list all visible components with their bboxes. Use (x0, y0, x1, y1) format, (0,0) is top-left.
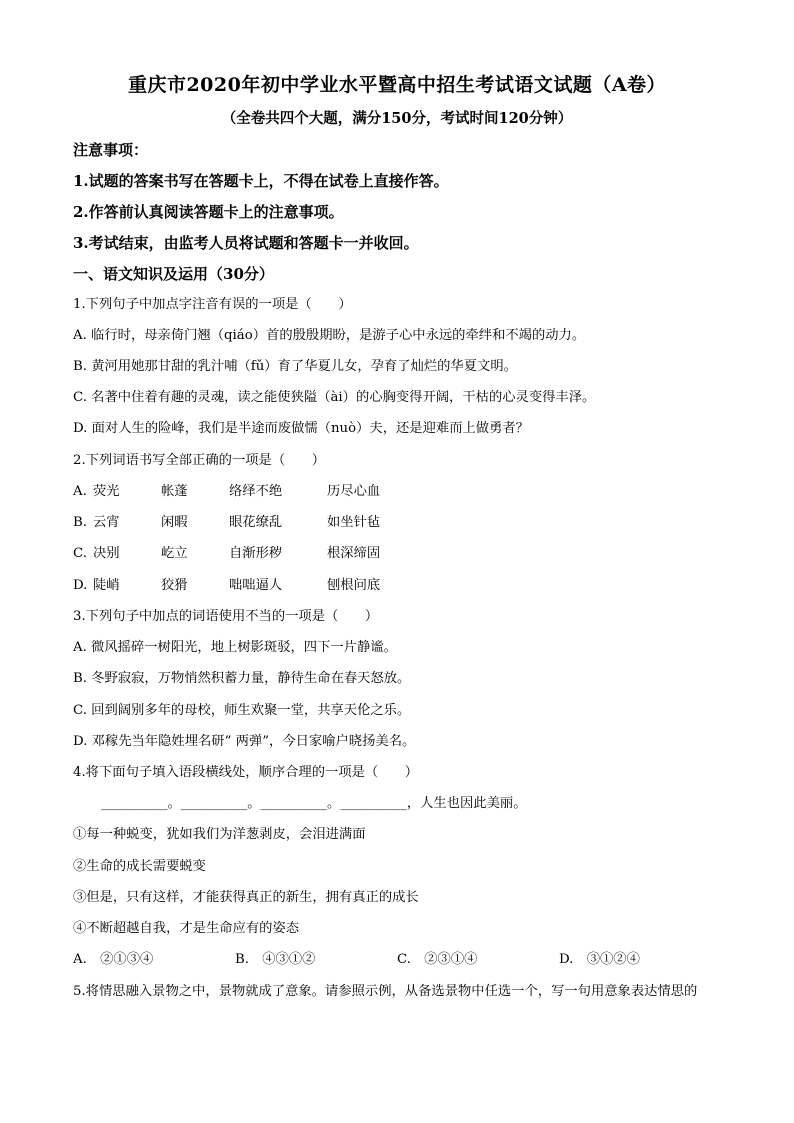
question-4-option-a: A. ②①③④ (73, 952, 154, 967)
question-4-stem: 4.将下面句子填入语段横线处，顺序合理的一项是（ ） (73, 765, 419, 780)
exam-subtitle: （全卷共四个大题，满分150分，考试时间120分钟） (221, 110, 573, 127)
option-word: 决别 (93, 546, 120, 561)
question-1-stem: 1.下列句子中加点字注音有误的一项是（ ） (73, 297, 352, 312)
question-4-sentence-2: ②生命的成长需要蜕变 (73, 859, 206, 874)
option-word: 荧光 (93, 484, 120, 499)
notice-item-1: 1.试题的答案书写在答题卡上，不得在试卷上直接作答。 (73, 172, 449, 190)
option-label: B. (73, 515, 87, 530)
question-1-option-d: D. 面对人生的险峰，我们是半途而废做懦（nuò）夫，还是迎难而上做勇者？ (73, 421, 529, 436)
option-word: 陡峭 (93, 578, 120, 593)
question-1-option-c: C. 名著中住着有趣的灵魂，读之能使狭隘（ài）的心胸变得开阔，干枯的心灵变得丰泽。 (73, 390, 596, 405)
option-label: C. (73, 546, 87, 561)
option-word: 如坐针毡 (327, 515, 381, 530)
option-word: 闲暇 (161, 515, 188, 530)
option-word: 眼花缭乱 (229, 515, 283, 530)
question-4-sentence-4: ④不断超越自我，才是生命应有的姿态 (73, 921, 300, 936)
option-word: 咄咄逼人 (229, 578, 283, 593)
option-word: 历尽心血 (327, 484, 381, 499)
section-heading: 一、语文知识及运用（30分） (73, 265, 274, 283)
question-3-option-b: B. 冬野寂寂，万物悄然积蓄力量，静待生命在春天怒放。 (73, 671, 411, 686)
question-4-sentence-1: ①每一种蜕变，犹如我们为洋葱剥皮，会泪进满面 (73, 827, 366, 842)
notice-item-2: 2.作答前认真阅读答题卡上的注意事项。 (73, 203, 344, 221)
option-word: 帐蓬 (161, 484, 188, 499)
option-word: 狡猾 (161, 578, 188, 593)
option-word: 根深缔固 (327, 546, 381, 561)
question-4-option-d: D. ③①②④ (559, 952, 640, 967)
exam-title: 重庆市2020年初中学业水平暨高中招生考试语文试题（A卷） (127, 74, 667, 96)
option-word: 自渐形秽 (229, 546, 283, 561)
question-2-option-a (73, 483, 380, 501)
question-1-option-a: A. 临行时，母亲倚门翘（qiáo）首的殷殷期盼，是游子心中永远的牵绊和不竭的动力。 (73, 328, 586, 343)
option-label: D. (73, 578, 88, 593)
option-word: 云宵 (93, 515, 120, 530)
question-4-blanks: __________。__________。__________。__________，人生也因此美丽。 (101, 796, 527, 811)
notice-heading: 注意事项： (73, 141, 149, 159)
question-4-option-c: C. ②③①④ (397, 952, 478, 967)
question-2-option-b (73, 514, 380, 532)
question-3-stem: 3.下列句子中加点的词语使用不当的一项是（ ） (73, 609, 379, 624)
question-1-option-b: B. 黄河用她那甘甜的乳汁哺（fǔ）育了华夏儿女，孕育了灿烂的华夏文明。 (73, 359, 517, 374)
option-word: 刨根问底 (327, 578, 381, 593)
question-4-sentence-3: ③但是，只有这样，才能获得真正的新生，拥有真正的成长 (73, 890, 419, 905)
question-2-stem: 2.下列词语书写全部正确的一项是（ ） (73, 453, 326, 468)
question-3-option-a: A. 微风摇碎一树阳光，地上树影斑驳，四下一片静谧。 (73, 640, 397, 655)
question-3-option-d: D. 邓稼先当年隐姓埋名研” 两弹”，今日家喻户晓扬美名。 (73, 734, 416, 749)
question-3-option-c: C. 回到阔别多年的母校，师生欢聚一堂，共享天伦之乐。 (73, 703, 411, 718)
option-word: 屹立 (161, 546, 188, 561)
question-5-stem: 5.将情思融入景物之中，景物就成了意象。请参照示例，从备选景物中任选一个，写一句用意象表达情思的 (73, 984, 698, 999)
option-label: A. (73, 484, 87, 499)
question-2-option-d (73, 577, 380, 595)
option-word: 络绎不绝 (229, 484, 283, 499)
question-2-option-c (73, 545, 380, 563)
notice-item-3: 3.考试结束，由监考人员将试题和答题卡一并收回。 (73, 234, 419, 252)
question-4-option-b: B. ④③①② (235, 952, 316, 967)
